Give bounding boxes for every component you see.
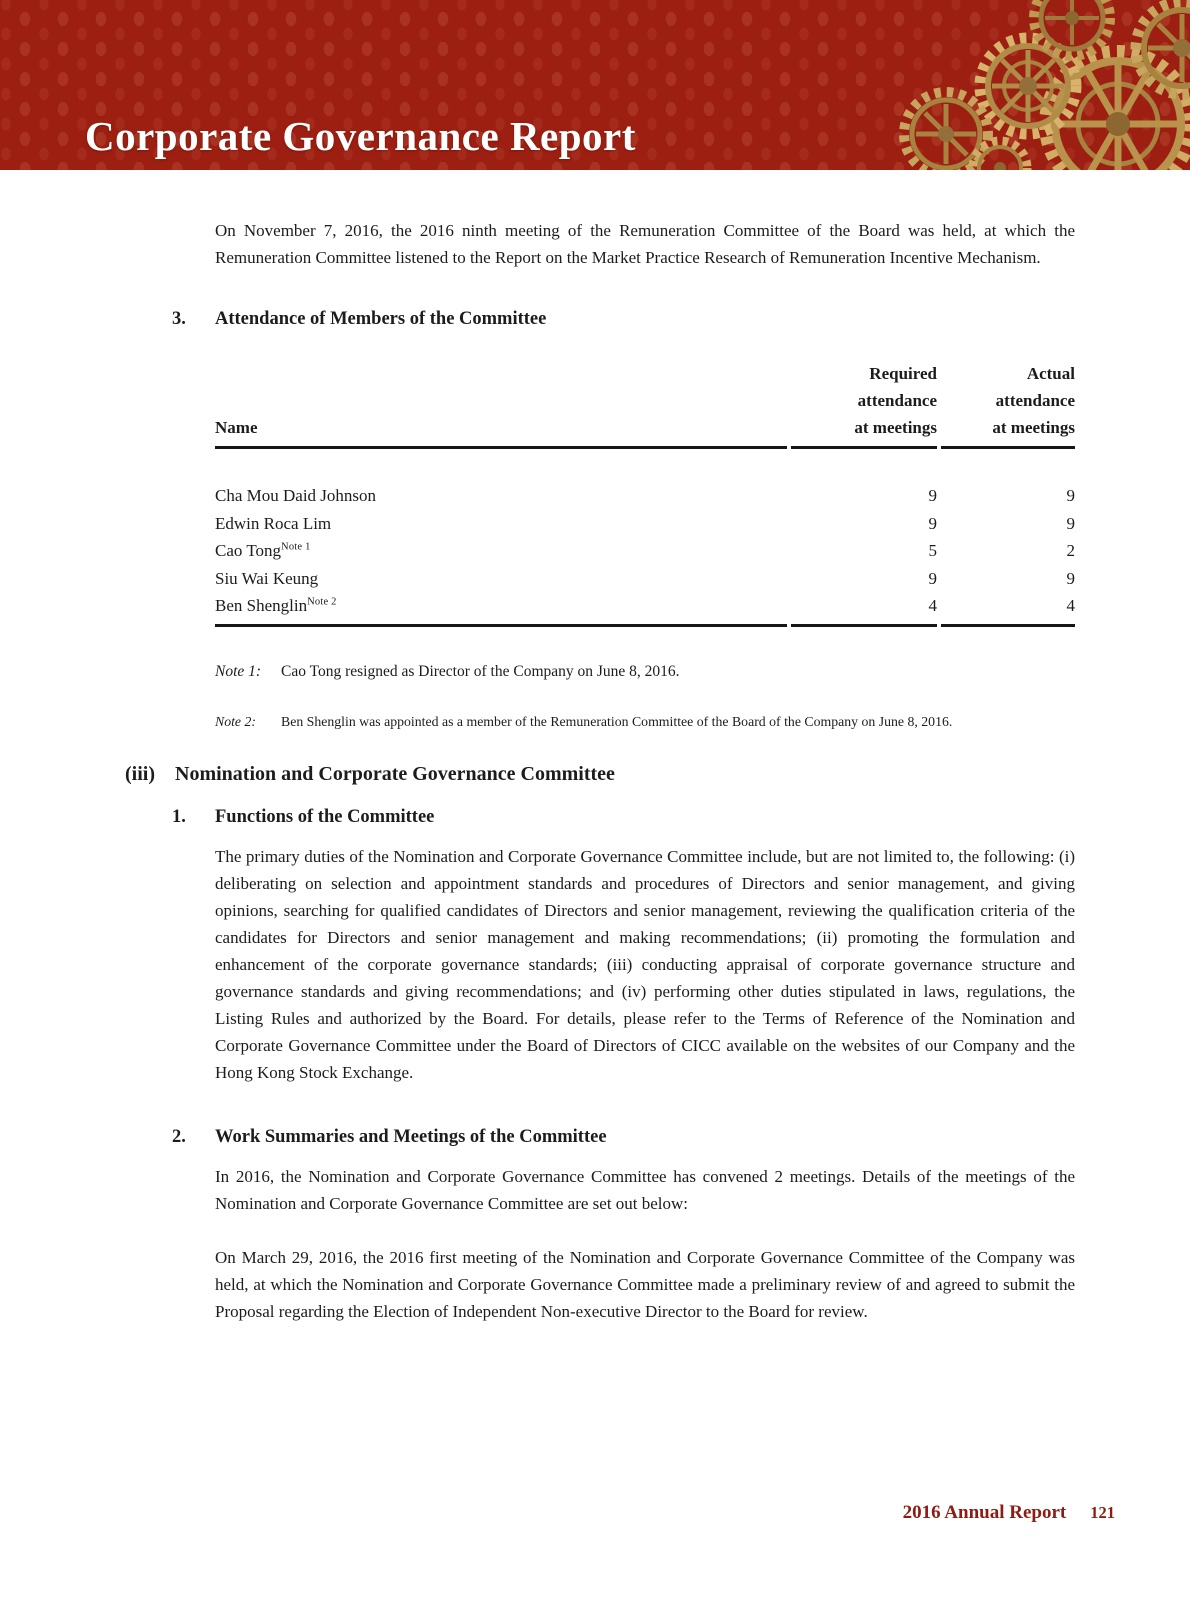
table-row bbox=[215, 510, 1075, 538]
page-title: Corporate Governance Report bbox=[85, 112, 636, 159]
sub1-number: 1. bbox=[172, 806, 186, 827]
section3-heading bbox=[172, 306, 1075, 333]
member-name: Edwin Roca Lim bbox=[215, 513, 332, 533]
actual-attendance: 2 bbox=[1066, 541, 1075, 560]
page-footer bbox=[903, 1502, 1115, 1524]
attendance-table bbox=[215, 360, 1075, 627]
sub2-number: 2. bbox=[172, 1126, 186, 1147]
note-1 bbox=[215, 658, 1075, 685]
section3-title: Attendance of Members of the Committee bbox=[215, 309, 547, 329]
required-attendance: 9 bbox=[928, 513, 937, 533]
actual-attendance: 9 bbox=[1066, 486, 1075, 505]
note-2 bbox=[215, 708, 1075, 735]
table-body bbox=[215, 449, 1075, 620]
table-bottom-rule bbox=[215, 624, 1075, 627]
actual-attendance: 9 bbox=[1066, 513, 1075, 533]
gear-icon bbox=[904, 92, 988, 170]
member-name: Cha Mou Daid Johnson bbox=[215, 486, 377, 505]
sub2-heading bbox=[172, 1124, 1075, 1151]
actual-attendance: 4 bbox=[1066, 596, 1075, 615]
sub1-title: Functions of the Committee bbox=[215, 806, 435, 827]
sub2-paragraph-1: In 2016, the Nomination and Corporate Governance Committee has convened 2 meetings. Details of the meetings of the Nomination and Corporate Governance Committee are set out below: bbox=[215, 1166, 1075, 1213]
table-row bbox=[215, 537, 1075, 565]
note-superscript: Note 1 bbox=[281, 541, 311, 553]
required-attendance: 9 bbox=[928, 568, 937, 588]
section-iii-heading bbox=[125, 761, 1075, 788]
section3-number: 3. bbox=[172, 309, 186, 329]
gear-icon bbox=[980, 38, 1076, 134]
table-header-row bbox=[215, 360, 1075, 449]
note-1-label: Note 1: bbox=[215, 662, 262, 680]
note-2-text: Ben Shenglin was appointed as a member of the Remuneration Committee of the Board of the Company on June 8, 2016. bbox=[281, 713, 953, 729]
section-iii-title: Nomination and Corporate Governance Committee bbox=[175, 762, 615, 785]
sub2-title: Work Summaries and Meetings of the Committee bbox=[215, 1126, 607, 1147]
required-attendance: 9 bbox=[928, 486, 937, 505]
intro-paragraph: On November 7, 2016, the 2016 ninth meeting of the Remuneration Committee of the Board was held, at which the Remuneration Committee listened to the Report on the Market Practice Research of Remuneration Incentive Mechanism. bbox=[215, 221, 1075, 267]
column-header-required: Required attendance at meetings bbox=[791, 360, 937, 449]
member-name: Cao Tong$^{Note 1}$ bbox=[215, 541, 311, 560]
table-row bbox=[215, 482, 1075, 510]
gear-icon bbox=[1034, 0, 1110, 56]
column-header-actual: Actual attendance at meetings bbox=[941, 360, 1075, 449]
gear-icon bbox=[973, 141, 1027, 170]
member-name: Siu Wai Keung bbox=[215, 568, 319, 588]
footer-page-number: 121 bbox=[1090, 1503, 1115, 1522]
gears-decoration bbox=[860, 0, 1190, 170]
required-attendance: 5 bbox=[928, 541, 937, 560]
section-iii-number: (iii) bbox=[125, 762, 155, 785]
page-content bbox=[0, 217, 1190, 1325]
sub1-heading bbox=[172, 804, 1075, 831]
actual-attendance: 9 bbox=[1066, 568, 1075, 588]
note-superscript: Note 2 bbox=[307, 596, 337, 608]
report-header-banner bbox=[0, 0, 1190, 170]
member-name: Ben Shenglin$^{Note 2}$ bbox=[215, 596, 337, 615]
table-row bbox=[215, 565, 1075, 593]
sub2-paragraph-2: On March 29, 2016, the 2016 first meeting of the Nomination and Corporate Governance Committee of the Company was held, at which the Nomination and Corporate Governance Committee made a preliminary review of and agreed to submit the Proposal regarding the Election of Independent Non-executive Director to the Board for review. bbox=[215, 1247, 1075, 1321]
note-1-text: Cao Tong resigned as Director of the Company on June 8, 2016. bbox=[281, 662, 680, 680]
column-header-name: Name bbox=[215, 414, 787, 449]
table-row bbox=[215, 592, 1075, 620]
sub1-body-paragraph: The primary duties of the Nomination and Corporate Governance Committee include, but are not limited to, the following: (i) deliberating on selection and appointment standards and procedures of Directors and senior management, and giving opinions, searching for qualified candidates of Directors and senior management, reviewing the qualification criteria of the candidates for Directors and senior management and making recommendations; (ii) promoting the formulation and enhancement of the corporate governance standards; (iii) conducting appraisal of corporate governance structure and governance standards and giving recommendations; and (iv) performing other duties stipulated in laws, regulations, the Listing Rules and authorized by the Board. For details, please refer to the Terms of Reference of the Nomination and Corporate Governance Committee under the Board of Directors of CICC available on the websites of our Company and the Hong Kong Stock Exchange. bbox=[215, 846, 1075, 1082]
required-attendance: 4 bbox=[928, 596, 937, 615]
footer-report-title: 2016 Annual Report bbox=[902, 1502, 1067, 1523]
note-2-label: Note 2: bbox=[215, 713, 256, 729]
